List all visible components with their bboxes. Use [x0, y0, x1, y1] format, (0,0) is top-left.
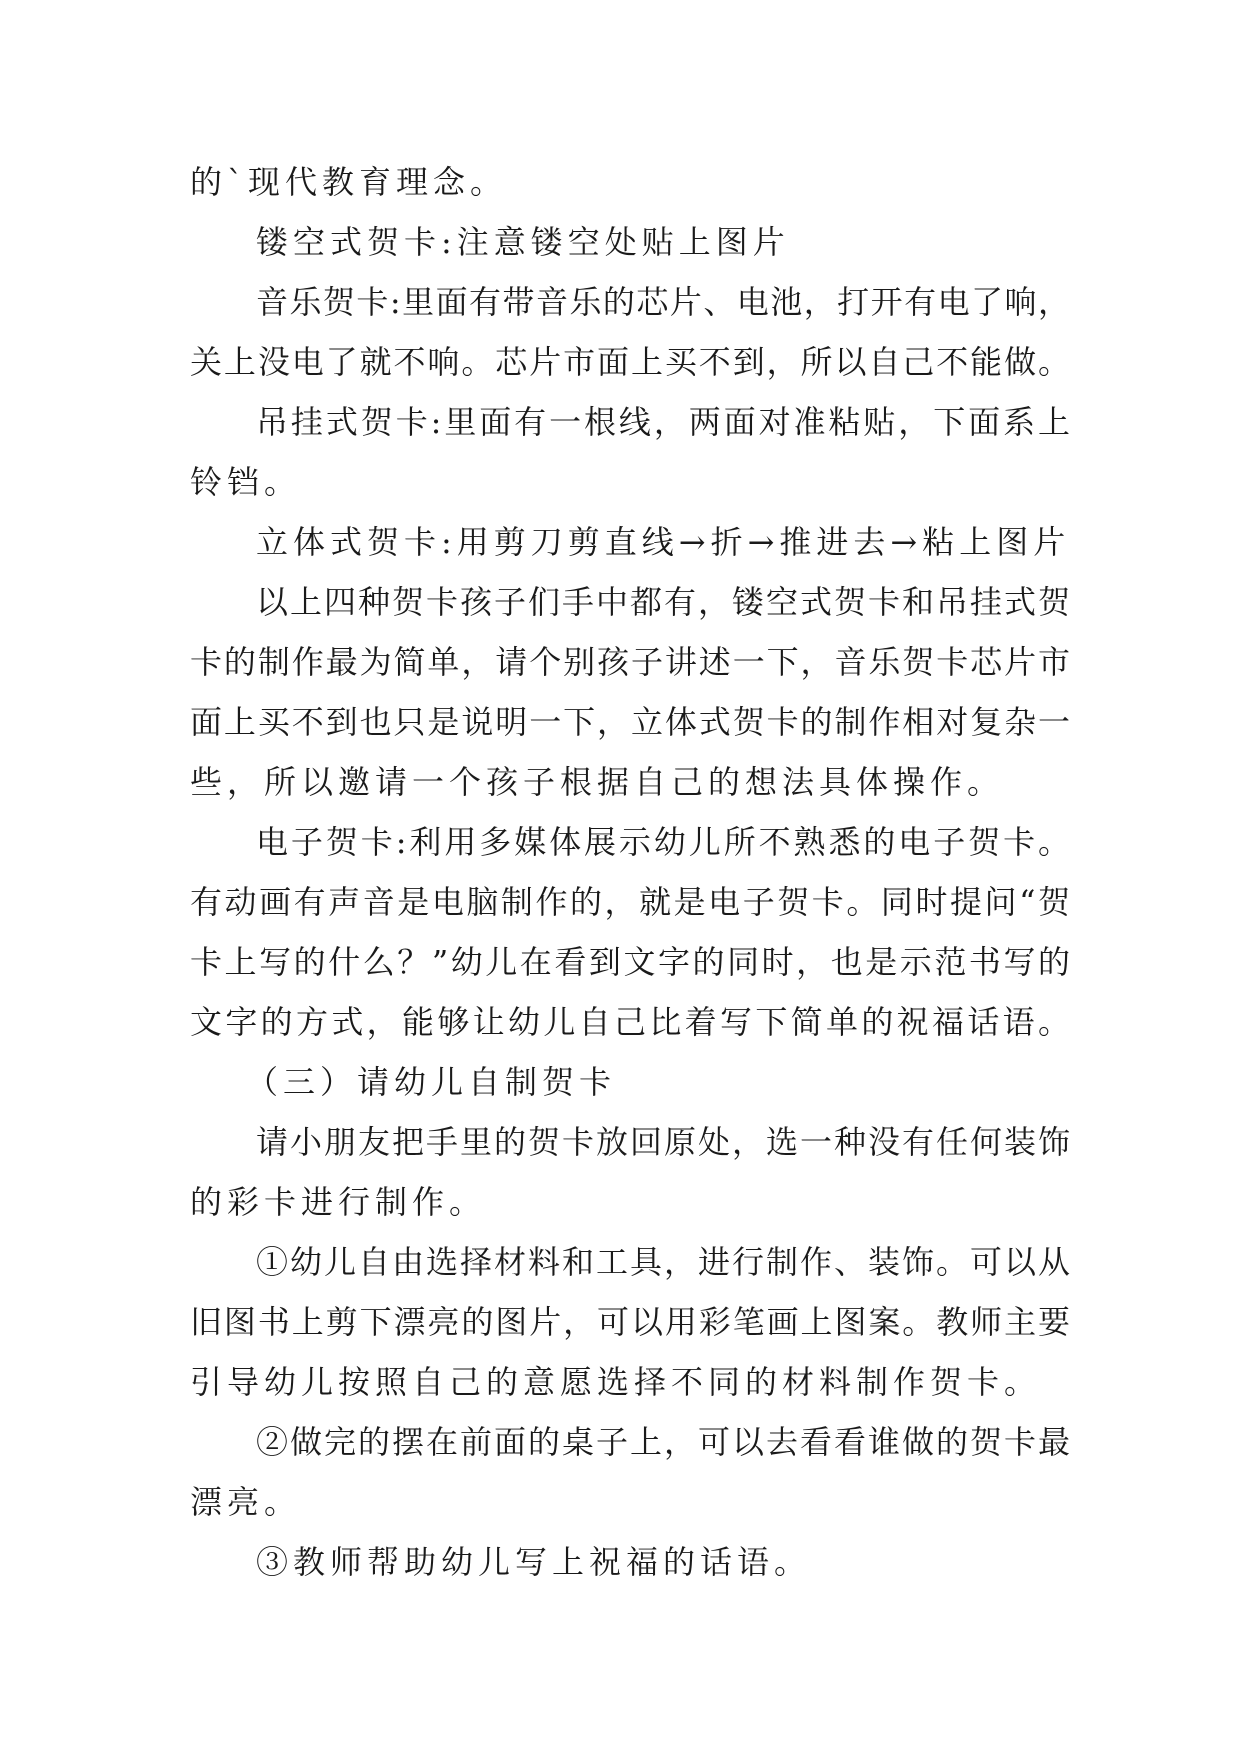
text-line: 请小朋友把手里的贺卡放回原处，选一种没有任何装饰 [256, 1123, 1070, 1161]
text-line: 文字的方式，能够让幼儿自己比着写下简单的祝福话语。 [190, 1003, 1070, 1041]
text-line: 些，所以邀请一个孩子根据自己的想法具体操作。 [190, 763, 1005, 801]
text-line: 吊挂式贺卡:里面有一根线，两面对准粘贴，下面系上 [256, 403, 1070, 441]
text-line: 引导幼儿按照自己的意愿选择不同的材料制作贺卡。 [190, 1363, 1042, 1401]
text-line: ②做完的摆在前面的桌子上，可以去看看谁做的贺卡最 [256, 1423, 1070, 1461]
text-line: 的`现代教育理念。 [190, 163, 508, 201]
text-line: 音乐贺卡:里面有带音乐的芯片、电池，打开有电了响， [256, 283, 1070, 321]
text-line: 的彩卡进行制作。 [190, 1183, 487, 1221]
text-line: 漂亮。 [190, 1483, 302, 1521]
section-heading: （三）请幼儿自制贺卡 [246, 1063, 617, 1101]
text-line: ③教师帮助幼儿写上祝福的话语。 [256, 1543, 812, 1581]
text-line: 铃铛。 [190, 463, 302, 501]
text-line: 有动画有声音是电脑制作的，就是电子贺卡。同时提问“贺 [190, 883, 1070, 921]
text-line: ①幼儿自由选择材料和工具，进行制作、装饰。可以从 [256, 1243, 1070, 1281]
text-line: 面上买不到也只是说明一下，立体式贺卡的制作相对复杂一 [190, 703, 1070, 741]
text-line: 旧图书上剪下漂亮的图片，可以用彩笔画上图案。教师主要 [190, 1303, 1070, 1341]
text-line: 电子贺卡:利用多媒体展示幼儿所不熟悉的电子贺卡。 [256, 823, 1070, 861]
text-line: 卡的制作最为简单，请个别孩子讲述一下，音乐贺卡芯片市 [190, 643, 1070, 681]
text-line: 以上四种贺卡孩子们手中都有，镂空式贺卡和吊挂式贺 [256, 583, 1070, 621]
text-line: 立体式贺卡:用剪刀剪直线→折→推进去→粘上图片 [256, 523, 1071, 561]
text-line: 卡上写的什么？”幼儿在看到文字的同时，也是示范书写的 [190, 943, 1070, 981]
text-line: 镂空式贺卡:注意镂空处贴上图片 [256, 223, 790, 261]
text-line: 关上没电了就不响。芯片市面上买不到，所以自己不能做。 [190, 343, 1070, 381]
